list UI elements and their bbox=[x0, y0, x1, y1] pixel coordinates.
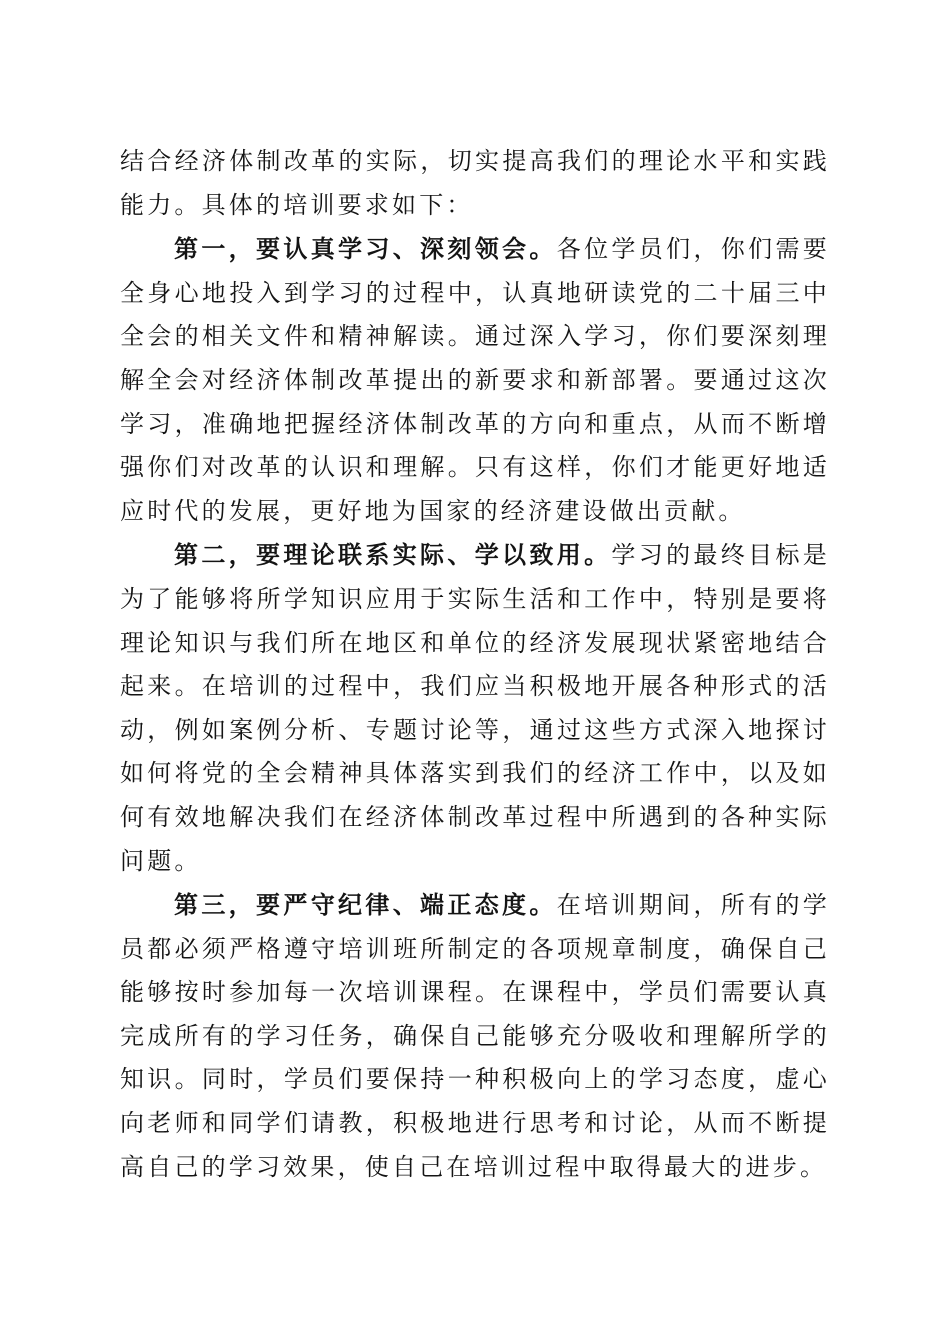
paragraph-text: 在培训期间，所有的学员都必须严格遵守培训班所制定的各项规章制度，确保自己能够按时参加每一次培训课程。在课程中，学员们需要认真完成所有的学习任务，确保自己能够充分吸收和理解所学的知识。同时，学员们要保持一种积极向上的学习态度，虚心向老师和同学们请教，积极地进行思考和讨论，从而不断提高自己的学习效果，使自己在培训过程中取得最大的进步。 bbox=[120, 891, 830, 1181]
paragraph-text: 学习的最终目标是为了能够将所学知识应用于实际生活和工作中，特别是要将理论知识与我们所在地区和单位的经济发展现状紧密地结合起来。在培训的过程中，我们应当积极地开展各种形式的活动，例如案例分析、专题讨论等，通过这些方式深入地探讨如何将党的全会精神具体落实到我们的经济工作中，以及如何有效地解决我们在经济体制改革过程中所遇到的各种实际问题。 bbox=[120, 541, 830, 875]
paragraph-requirement-1 bbox=[120, 227, 830, 533]
paragraph-requirement-3 bbox=[120, 883, 830, 1189]
paragraph-heading: 第二，要理论联系实际、学以致用。 bbox=[174, 540, 612, 570]
document-body bbox=[120, 140, 830, 1189]
paragraph-heading: 第一，要认真学习、深刻领会。 bbox=[174, 234, 557, 264]
paragraph-continuation bbox=[120, 140, 830, 227]
paragraph-requirement-2 bbox=[120, 533, 830, 883]
paragraph-text: 结合经济体制改革的实际，切实提高我们的理论水平和实践能力。具体的培训要求如下： bbox=[120, 147, 830, 219]
paragraph-text: 各位学员们，你们需要全身心地投入到学习的过程中，认真地研读党的二十届三中全会的相关文件和精神解读。通过深入学习，你们要深刻理解全会对经济体制改革提出的新要求和新部署。要通过这次学习，准确地把握经济体制改革的方向和重点，从而不断增强你们对改革的认识和理解。只有这样，你们才能更好地适应时代的发展，更好地为国家的经济建设做出贡献。 bbox=[120, 235, 830, 525]
paragraph-heading: 第三，要严守纪律、端正态度。 bbox=[174, 890, 557, 920]
